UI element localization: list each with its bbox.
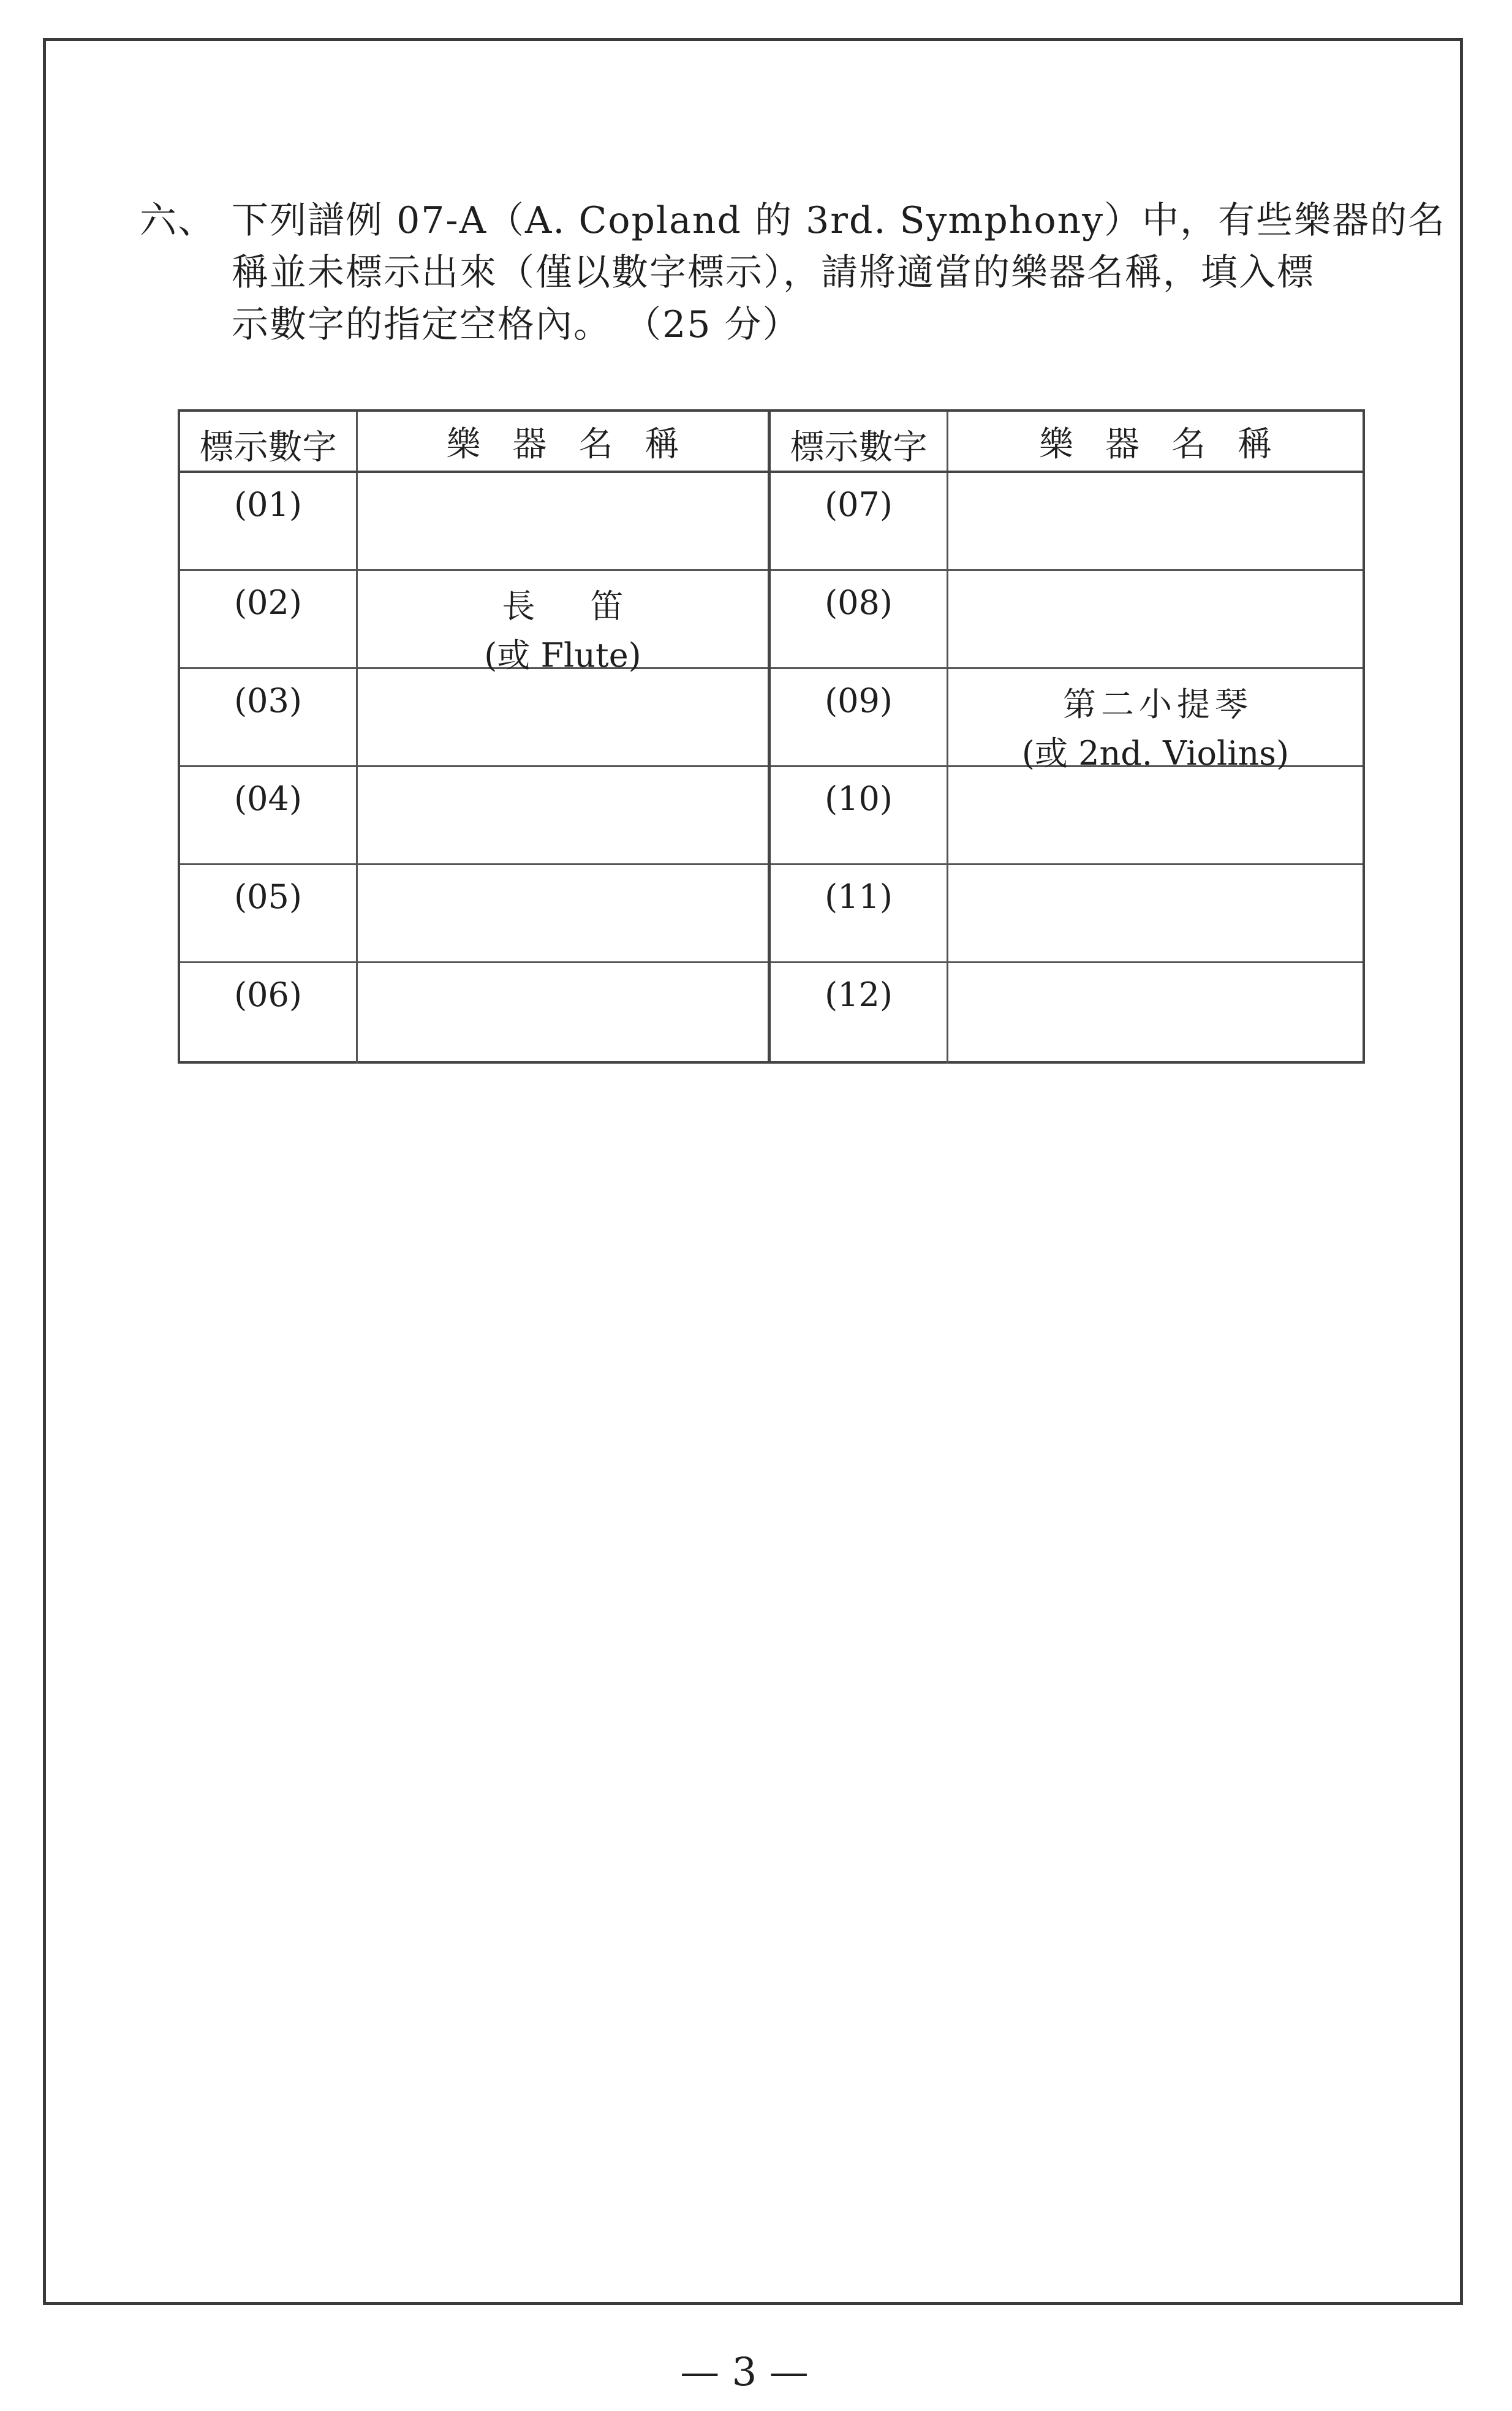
row-number: (06) bbox=[180, 963, 358, 1064]
answer-cell[interactable] bbox=[948, 473, 1363, 569]
question-line: 示數字的指定空格內。 （25 分） bbox=[232, 303, 801, 346]
answer-cell[interactable] bbox=[948, 571, 1363, 667]
header-label-number: 標示數字 bbox=[771, 412, 948, 471]
page-border bbox=[43, 38, 1463, 2305]
answer-cell[interactable] bbox=[358, 865, 768, 961]
row-number: (09) bbox=[771, 669, 948, 765]
instrument-answer-table bbox=[178, 409, 1365, 1064]
question-text bbox=[232, 195, 1446, 351]
row-number: (01) bbox=[180, 473, 358, 569]
page-number: — 3 — bbox=[680, 2350, 809, 2395]
table-row bbox=[771, 767, 1363, 865]
answer-cell[interactable] bbox=[948, 865, 1363, 961]
question-line: 稱並未標示出來（僅以數字標示），請將適當的樂器名稱，填入標 bbox=[232, 251, 1315, 294]
answer-alt-text: (或 Flute) bbox=[484, 636, 641, 675]
table-row bbox=[180, 963, 768, 1064]
table-row bbox=[180, 669, 768, 767]
answer-alt-text: (或 2nd. Violins) bbox=[1021, 734, 1290, 773]
table-row bbox=[771, 865, 1363, 963]
answer-cell[interactable] bbox=[948, 963, 1363, 1064]
row-number: (10) bbox=[771, 767, 948, 863]
question-6 bbox=[140, 195, 1446, 351]
table-row bbox=[180, 865, 768, 963]
row-number: (11) bbox=[771, 865, 948, 961]
header-label-number: 標示數字 bbox=[180, 412, 358, 471]
table-row bbox=[771, 571, 1363, 669]
row-number: (03) bbox=[180, 669, 358, 765]
header-label-instrument: 樂器名稱 bbox=[446, 425, 711, 464]
table-left-half bbox=[180, 412, 771, 1061]
row-number: (07) bbox=[771, 473, 948, 569]
table-header-row bbox=[180, 412, 768, 473]
row-number: (08) bbox=[771, 571, 948, 667]
answer-cell[interactable] bbox=[358, 767, 768, 863]
question-line: 下列譜例 07-A（A. Copland 的 3rd. Symphony）中，有些樂器的名 bbox=[232, 199, 1446, 242]
row-number: (04) bbox=[180, 767, 358, 863]
table-row bbox=[180, 571, 768, 675]
header-label-instrument: 樂器名稱 bbox=[1039, 425, 1304, 464]
table-row bbox=[771, 473, 1363, 571]
table-right-half bbox=[771, 412, 1363, 1061]
question-number: 六、 bbox=[140, 199, 216, 242]
answer-cell[interactable] bbox=[948, 669, 1363, 773]
table-row bbox=[771, 963, 1363, 1064]
row-number: (05) bbox=[180, 865, 358, 961]
row-number: (02) bbox=[180, 571, 358, 667]
answer-text: 第二小提琴 bbox=[1063, 685, 1253, 724]
answer-cell[interactable] bbox=[358, 571, 768, 675]
table-row bbox=[180, 767, 768, 865]
table-header-row bbox=[771, 412, 1363, 473]
table-row bbox=[180, 473, 768, 571]
row-number: (12) bbox=[771, 963, 948, 1064]
answer-cell[interactable] bbox=[358, 473, 768, 569]
answer-cell[interactable] bbox=[948, 767, 1363, 863]
answer-text: 長笛 bbox=[502, 587, 679, 626]
answer-cell[interactable] bbox=[358, 669, 768, 765]
answer-cell[interactable] bbox=[358, 963, 768, 1064]
table-row bbox=[771, 669, 1363, 773]
